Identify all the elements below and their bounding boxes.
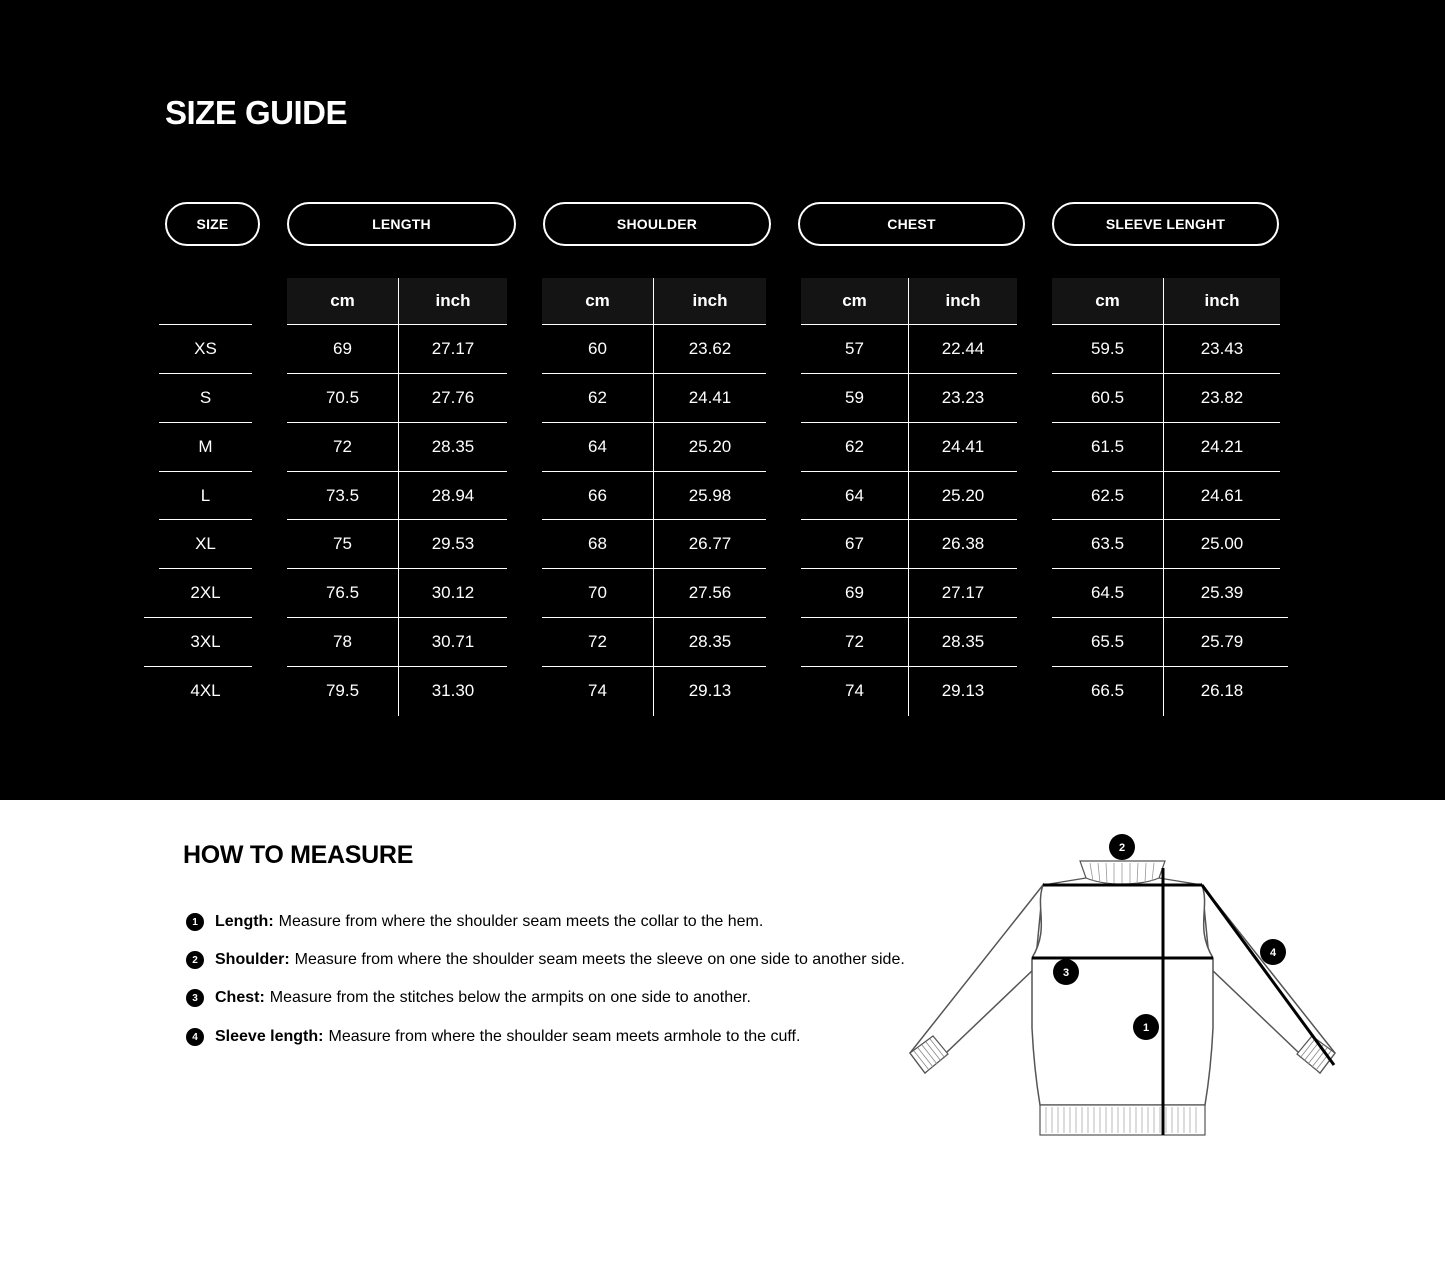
instruction-number-badge: 3 [186,989,204,1007]
chest-cm-cell: 57 [845,339,864,358]
shoulder-cm-cell: 64 [588,436,607,456]
instruction-number-badge: 2 [186,951,204,969]
length-cm-cell: 76.5 [325,583,360,603]
sleeve-cm-cell: 61.5 [1090,436,1125,456]
instruction-text: Measure from where the shoulder seam meets armhole to the cuff. [328,1028,801,1045]
svg-text:2: 2 [1118,842,1126,854]
shoulder-inch-cell: 27.56 [688,583,732,603]
shoulder-inch-cell: 25.20 [688,436,732,456]
sleeve-inch-cell: 25.79 [1200,632,1244,652]
sleeve-inch-cell: 26.18 [1200,680,1244,700]
chest-inch-cell: 22.44 [941,339,985,358]
instruction-label: Shoulder: [215,951,290,968]
marker-3 [1053,959,1079,985]
size-cell: M [198,436,213,456]
shoulder-inch-cell: 25.98 [688,485,732,505]
sweater-body [1032,885,1213,1105]
size-cell: 2XL [190,583,221,603]
shoulder-inch-cell: 28.35 [688,632,732,652]
sleeve-inch-cell: 25.39 [1200,583,1244,603]
instruction-label: Chest: [215,989,265,1006]
marker-1 [1133,1014,1159,1040]
how-to-measure-title: HOW TO MEASURE [183,841,414,869]
instruction-shoulder [186,951,905,969]
shoulder-cm-cell: 72 [588,632,607,652]
length-cm-cell: 72 [333,436,352,456]
page-title: SIZE GUIDE [165,94,348,131]
size-cell: L [200,485,211,505]
length-inch-cell: 31.30 [431,680,475,700]
chest-inch-cell: 25.20 [941,485,985,505]
sleeve-cm-cell: 62.5 [1090,485,1125,505]
chest-inch-cell: 24.41 [941,436,985,456]
svg-text:1: 1 [1142,1022,1150,1034]
length-inch-cell: 29.53 [431,534,475,554]
chest-inch-cell: 27.17 [941,583,985,603]
chest-cm-cell: 72 [845,632,864,652]
shoulder-inch-header: inch [654,278,766,324]
shoulder-cm-cell: 68 [588,534,607,554]
shoulder-inch-cell: 24.41 [688,387,732,407]
sleeve-cm-cell: 63.5 [1090,534,1125,554]
shoulder-header-pill: SHOULDER [543,202,771,246]
sleeve-inch-cell: 24.21 [1200,436,1244,456]
length-cm-cell: 78 [333,632,352,652]
hem-band [1040,1105,1205,1135]
shoulder-inch-cell: 29.13 [688,680,732,700]
length-inch-cell: 30.12 [431,583,475,603]
instruction-label: Length: [215,913,274,930]
sleeve-length-header-pill: SLEEVE LENGHT [1052,202,1279,246]
length-cm-cell: 70.5 [325,387,360,407]
chest-cm-header: cm [801,278,908,324]
sleeve-inch-cell: 25.00 [1200,534,1244,554]
sweater-measurement-diagram [900,828,1345,1148]
shoulder-inch-cell: 23.62 [688,339,732,358]
shoulder-cm-cell: 66 [588,485,607,505]
size-cell: 3XL [190,632,221,652]
chest-cm-cell: 67 [845,534,864,554]
sleeve-cm-cell: 66.5 [1090,680,1125,700]
sleeve-cm-cell: 65.5 [1090,632,1125,652]
chest-inch-cell: 26.38 [941,534,985,554]
sleeve-inch-header: inch [1164,278,1280,324]
instruction-number-badge: 4 [186,1028,204,1046]
svg-text:3: 3 [1062,967,1070,979]
chest-cm-cell: 64 [845,485,864,505]
length-cm-cell: 69 [333,339,352,358]
marker-4 [1260,939,1286,965]
chest-inch-cell: 28.35 [941,632,985,652]
instruction-length [186,913,763,931]
sleeve-inch-cell: 24.61 [1200,485,1244,505]
sleeve-cm-cell: 64.5 [1090,583,1125,603]
chest-cm-cell: 69 [845,583,864,603]
length-inch-cell: 28.35 [431,436,475,456]
instruction-text: Measure from the stitches below the armpits on one side to another. [269,989,751,1006]
size-header-pill: SIZE [165,202,260,246]
shoulder-cm-header: cm [542,278,653,324]
chest-inch-cell: 29.13 [941,680,985,700]
length-inch-cell: 28.94 [431,485,475,505]
size-cell: 4XL [190,680,221,700]
sleeve-inch-cell: 23.82 [1200,387,1244,407]
instruction-number-badge: 1 [186,913,204,931]
shoulder-cm-cell: 74 [588,680,607,700]
chest-header-pill: CHEST [798,202,1025,246]
instruction-label: Sleeve length: [215,1028,324,1045]
collar [1043,861,1202,885]
length-cm-header: cm [287,278,398,324]
sleeve-cm-cell: 59.5 [1090,339,1125,358]
length-inch-header: inch [399,278,507,324]
chest-cm-cell: 62 [845,436,864,456]
marker-2 [1109,834,1135,860]
length-cm-cell: 75 [333,534,352,554]
chest-inch-header: inch [909,278,1017,324]
size-cell: XS [194,339,217,358]
instruction-text: Measure from where the shoulder seam meets the sleeve on one side to another side. [294,951,905,968]
chest-inch-cell: 23.23 [941,387,985,407]
length-header-pill: LENGTH [287,202,516,246]
length-inch-cell: 27.17 [431,339,475,358]
shoulder-cm-cell: 60 [588,339,607,358]
size-cell: S [199,387,212,407]
length-inch-cell: 30.71 [431,632,475,652]
length-cm-cell: 73.5 [325,485,360,505]
shoulder-cm-cell: 62 [588,387,607,407]
chest-cm-cell: 74 [845,680,864,700]
sleeve-inch-cell: 23.43 [1200,339,1244,358]
sleeve-cm-header: cm [1052,278,1163,324]
sleeve-cm-cell: 60.5 [1090,387,1125,407]
shoulder-cm-cell: 70 [588,583,607,603]
size-cell: XL [195,534,216,554]
instruction-chest [186,989,751,1007]
instruction-sleeve-length [186,1028,800,1046]
shoulder-inch-cell: 26.77 [688,534,732,554]
length-cm-cell: 79.5 [325,680,360,700]
svg-text:4: 4 [1269,947,1277,959]
chest-cm-cell: 59 [845,387,864,407]
length-inch-cell: 27.76 [431,387,475,407]
instruction-text: Measure from where the shoulder seam meets the collar to the hem. [278,913,764,930]
